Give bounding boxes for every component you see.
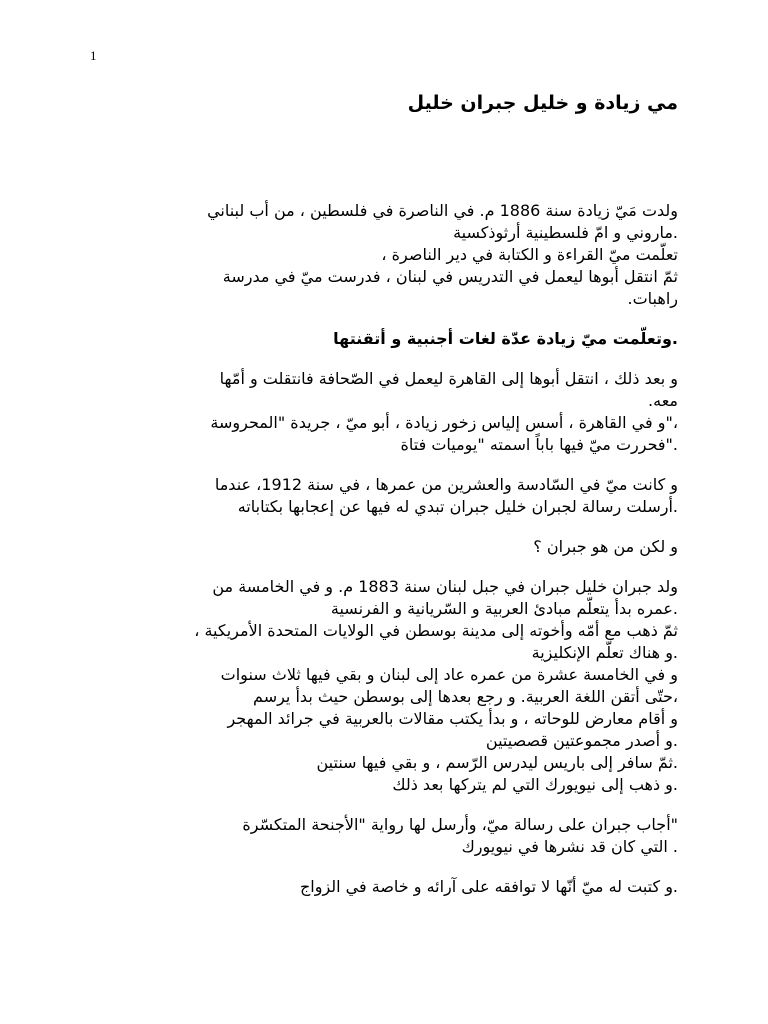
text-line: ."فحررت ميّ فيها باباً اسمته "يوميات فتاة — [400, 435, 678, 454]
text-line: معه. — [648, 391, 678, 410]
text-line: ثمّ ذهب مع أمّه وأخوته إلى مدينة بوسطن في الولايات المتحدة الأمريكية ، — [194, 621, 678, 640]
text-line: .ثمّ سافر إلى باريس ليدرس الرّسم ، و بقي فيها سنتين — [316, 753, 678, 772]
text-line: .عمره بدأ يتعلّم مبادئ العربية و السّريانية و الفرنسية — [330, 599, 678, 618]
text-line: .و أصدر مجموعتين قصصيتين — [485, 731, 678, 750]
text-line: تعلّمت ميّ القراءة و الكتابة في دير الناصرة ، — [381, 245, 678, 264]
text-line: .ماروني و امّ فلسطينية أرثوذكسية — [453, 223, 678, 242]
text-line: و في الخامسة عشرة من عمره عاد إلى لبنان و بقي فيها ثلاث سنوات — [220, 665, 678, 684]
text-line: ثمّ انتقل أبوها ليعمل في التدريس في لبنان ، فدرست ميّ في مدرسة — [222, 267, 678, 286]
paragraph-may-birth — [160, 200, 678, 310]
text-line: ،"و في القاهرة ، أسس إلياس زخور زيادة ، أبو ميّ ، جريدة "المحروسة — [210, 413, 678, 432]
text-line: . التي كان قد نشرها في نيويورك — [461, 837, 678, 856]
text-line: ،حتّى أتقن اللغة العربية. و رجع بعدها إلى بوسطن حيث بدأ يرسم — [253, 687, 678, 706]
paragraph-languages — [160, 328, 678, 350]
text-line: و كانت ميّ في السّادسة والعشرين من عمرها ، في سنة 1912، عندما — [214, 475, 678, 494]
paragraph-gibran-bio — [160, 576, 678, 796]
text-line: و لكن من هو جبران ؟ — [533, 537, 678, 556]
paragraph-marriage — [160, 876, 678, 898]
paragraph-cairo — [160, 368, 678, 456]
text-line: .و ذهب إلى نيويورك التي لم يتركها بعد ذلك — [392, 775, 678, 794]
document-title: مي زيادة و خليل جبران خليل — [407, 92, 678, 114]
text-line: ولدت مَيّ زيادة سنة 1886 م. في الناصرة في فلسطين ، من أب لبناني — [207, 201, 678, 220]
document-body — [160, 200, 678, 916]
paragraph-letter-1912 — [160, 474, 678, 518]
text-line: ولد جبران خليل جبران في جبل لبنان سنة 1883 م. و في الخامسة من — [212, 577, 678, 596]
paragraph-reply — [160, 814, 678, 858]
text-line: راهبات. — [627, 289, 678, 308]
text-line: .وتعلّمت ميّ زيادة عدّة لغات أجنبية و أتقنتها — [333, 329, 678, 348]
text-line: "أجاب جبران على رسالة ميّ، وأرسل لها رواية "الأجنحة المتكسّرة — [242, 815, 678, 834]
text-line: و بعد ذلك ، انتقل أبوها إلى القاهرة ليعمل في الصّحافة فانتقلت و أمّها — [219, 369, 678, 388]
text-line: .و كتبت له ميّ أنّها لا توافقه على آرائه و خاصة في الزواج — [299, 877, 678, 896]
text-line: .و هناك تعلّم الإنكليزية — [531, 643, 678, 662]
page-number: 1 — [90, 48, 97, 63]
text-line: و أقام معارض للوحاته ، و بدأ يكتب مقالات بالعربية في جرائد المهجر — [227, 709, 678, 728]
text-line: .أرسلت رسالة لجبران خليل جبران تبدي له فيها عن إعجابها بكتاباته — [237, 497, 678, 516]
paragraph-question — [160, 536, 678, 558]
